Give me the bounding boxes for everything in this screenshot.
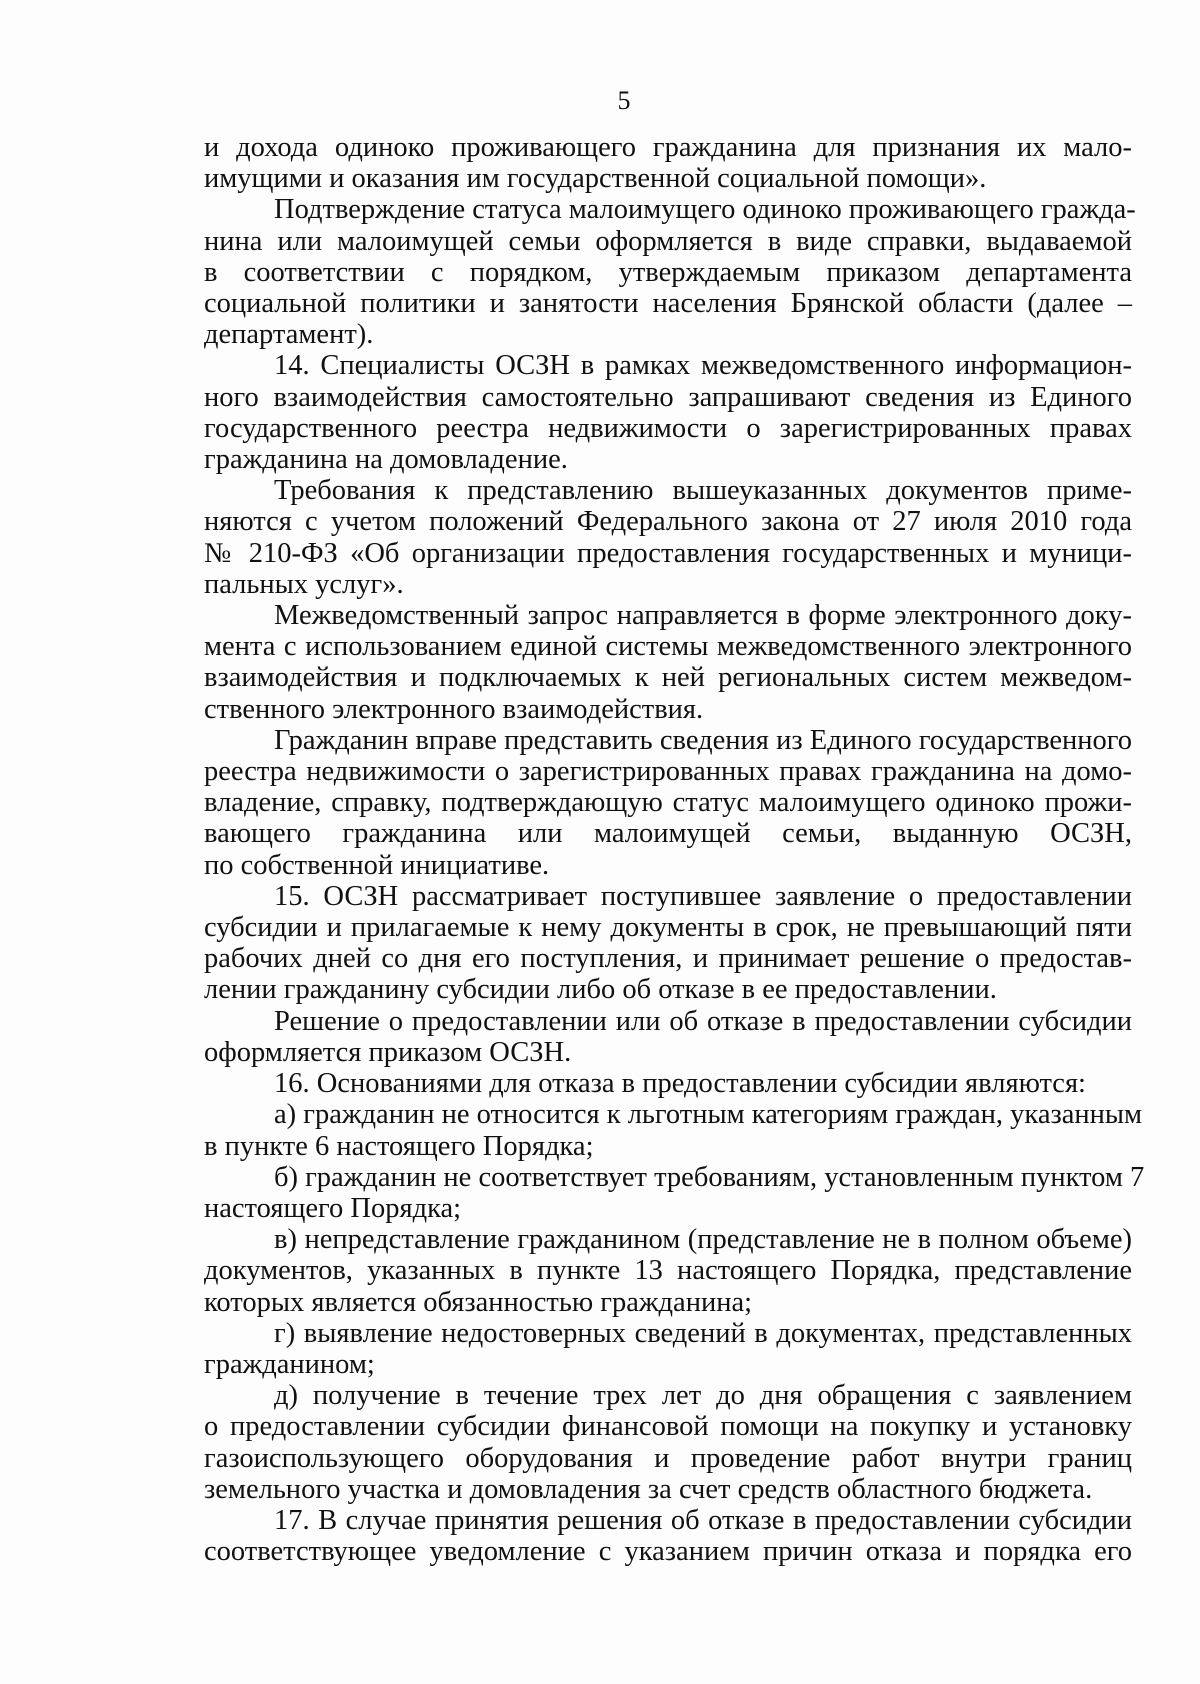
text-line: имущими и оказания им государственной социальной помощи».: [204, 163, 987, 195]
paragraph: [204, 1068, 1132, 1099]
text-line: соответствующее уведомление с указанием причин отказа и порядка его: [204, 1536, 1132, 1568]
text-line: 14. Специалисты ОСЗН в рамках межведомственного информацион-: [274, 350, 1132, 382]
text-line: документов, указанных в пункте 13 настоящего Порядка, представление: [204, 1255, 1132, 1287]
text-line: гражданина на домовладение.: [204, 444, 568, 476]
text-line: настоящего Порядка;: [204, 1192, 462, 1224]
page-number: 5: [617, 86, 631, 115]
text-line: Гражданин вправе представить сведения из Единого государственного: [274, 724, 1132, 756]
text-line: д) получение в течение трех лет до дня обращения с заявлением: [274, 1380, 1132, 1412]
text-line: субсидии и прилагаемые к нему документы в срок, не превышающий пяти: [204, 912, 1132, 944]
paragraph: [204, 1006, 1132, 1068]
text-line: в соответствии с порядком, утверждаемым приказом департамента: [204, 256, 1132, 288]
text-line: ного взаимодействия самостоятельно запрашивают сведения из Единого: [204, 381, 1132, 413]
text-line: гражданином;: [204, 1348, 375, 1380]
text-line: 15. ОСЗН рассматривает поступившее заявление о предоставлении: [274, 880, 1132, 912]
text-line: оформляется приказом ОСЗН.: [204, 1036, 572, 1068]
text-line: в) непредставление гражданином (представление не в полном объеме): [274, 1224, 1132, 1256]
text-line: вающего гражданина или малоимущей семьи, выданную ОСЗН,: [204, 818, 1132, 850]
text-line: мента с использованием единой системы межведомственного электронного: [204, 631, 1132, 663]
text-line: в пункте 6 настоящего Порядка;: [204, 1130, 594, 1162]
text-line: рабочих дней со дня его поступления, и принимает решение о предостав-: [204, 943, 1132, 975]
paragraph: [204, 1099, 1143, 1162]
text-line: Требования к представлению вышеуказанных документов приме-: [274, 475, 1132, 507]
text-line: а) гражданин не относится к льготным категориям граждан, указанным: [274, 1099, 1143, 1131]
paragraph: [204, 194, 1136, 351]
text-line: Подтверждение статуса малоимущего одиноко проживающего гражда-: [274, 194, 1136, 226]
text-line: ственного электронного взаимодействия.: [204, 693, 704, 725]
text-line: пальных услуг».: [204, 568, 404, 600]
text-line: департамент).: [204, 319, 374, 351]
text-line: владение, справку, подтверждающую статус малоимущего одиноко прожи-: [204, 787, 1132, 819]
text-line: реестра недвижимости о зарегистрированных правах гражданина на домо-: [204, 756, 1132, 788]
paragraph: [204, 1224, 1132, 1318]
text-line: которых является обязанностью гражданина;: [204, 1286, 753, 1318]
paragraph: [204, 132, 1132, 194]
text-line: б) гражданин не соответствует требованиям, установленным пунктом 7: [274, 1161, 1145, 1193]
text-line: лении гражданину субсидии либо об отказе в ее предоставлении.: [204, 974, 997, 1006]
text-line: Решение о предоставлении или об отказе в предоставлении субсидии: [274, 1005, 1132, 1037]
text-line: нина или малоимущей семьи оформляется в виде справки, выдаваемой: [204, 225, 1132, 257]
paragraph: [204, 1505, 1132, 1567]
paragraph: [204, 600, 1132, 725]
text-line: Межведомственный запрос направляется в форме электронного доку-: [274, 600, 1132, 632]
paragraph: [204, 725, 1132, 881]
text-line: няются с учетом положений Федерального закона от 27 июля 2010 года: [204, 506, 1132, 538]
text-line: газоиспользующего оборудования и проведение работ внутри границ: [204, 1442, 1132, 1474]
document-body: [204, 132, 1145, 1568]
paragraph: [204, 881, 1132, 1006]
text-line: г) выявление недостоверных сведений в документах, представленных: [274, 1317, 1132, 1349]
paragraph: [204, 1161, 1145, 1224]
text-line: 16. Основаниями для отказа в предоставлении субсидии являются:: [274, 1068, 1086, 1100]
paragraph: [204, 350, 1132, 475]
text-line: взаимодействия и подключаемых к ней региональных систем межведом-: [204, 662, 1132, 694]
text-line: социальной политики и занятости населения Брянской области (далее –: [204, 288, 1132, 320]
paragraph: [204, 1380, 1132, 1505]
text-line: о предоставлении субсидии финансовой помощи на покупку и установку: [204, 1411, 1132, 1443]
text-line: земельного участка и домовладения за счет средств областного бюджета.: [204, 1473, 1093, 1505]
text-line: государственного реестра недвижимости о зарегистрированных правах: [204, 412, 1132, 444]
text-line: № 210-ФЗ «Об организации предоставления государственных и муници-: [204, 537, 1132, 569]
text-line: 17. В случае принятия решения об отказе в предоставлении субсидии: [274, 1504, 1132, 1536]
text-line: и дохода одиноко проживающего гражданина для признания их мало-: [204, 132, 1132, 163]
paragraph: [204, 1318, 1132, 1380]
paragraph: [204, 475, 1132, 600]
text-line: по собственной инициативе.: [204, 849, 550, 881]
